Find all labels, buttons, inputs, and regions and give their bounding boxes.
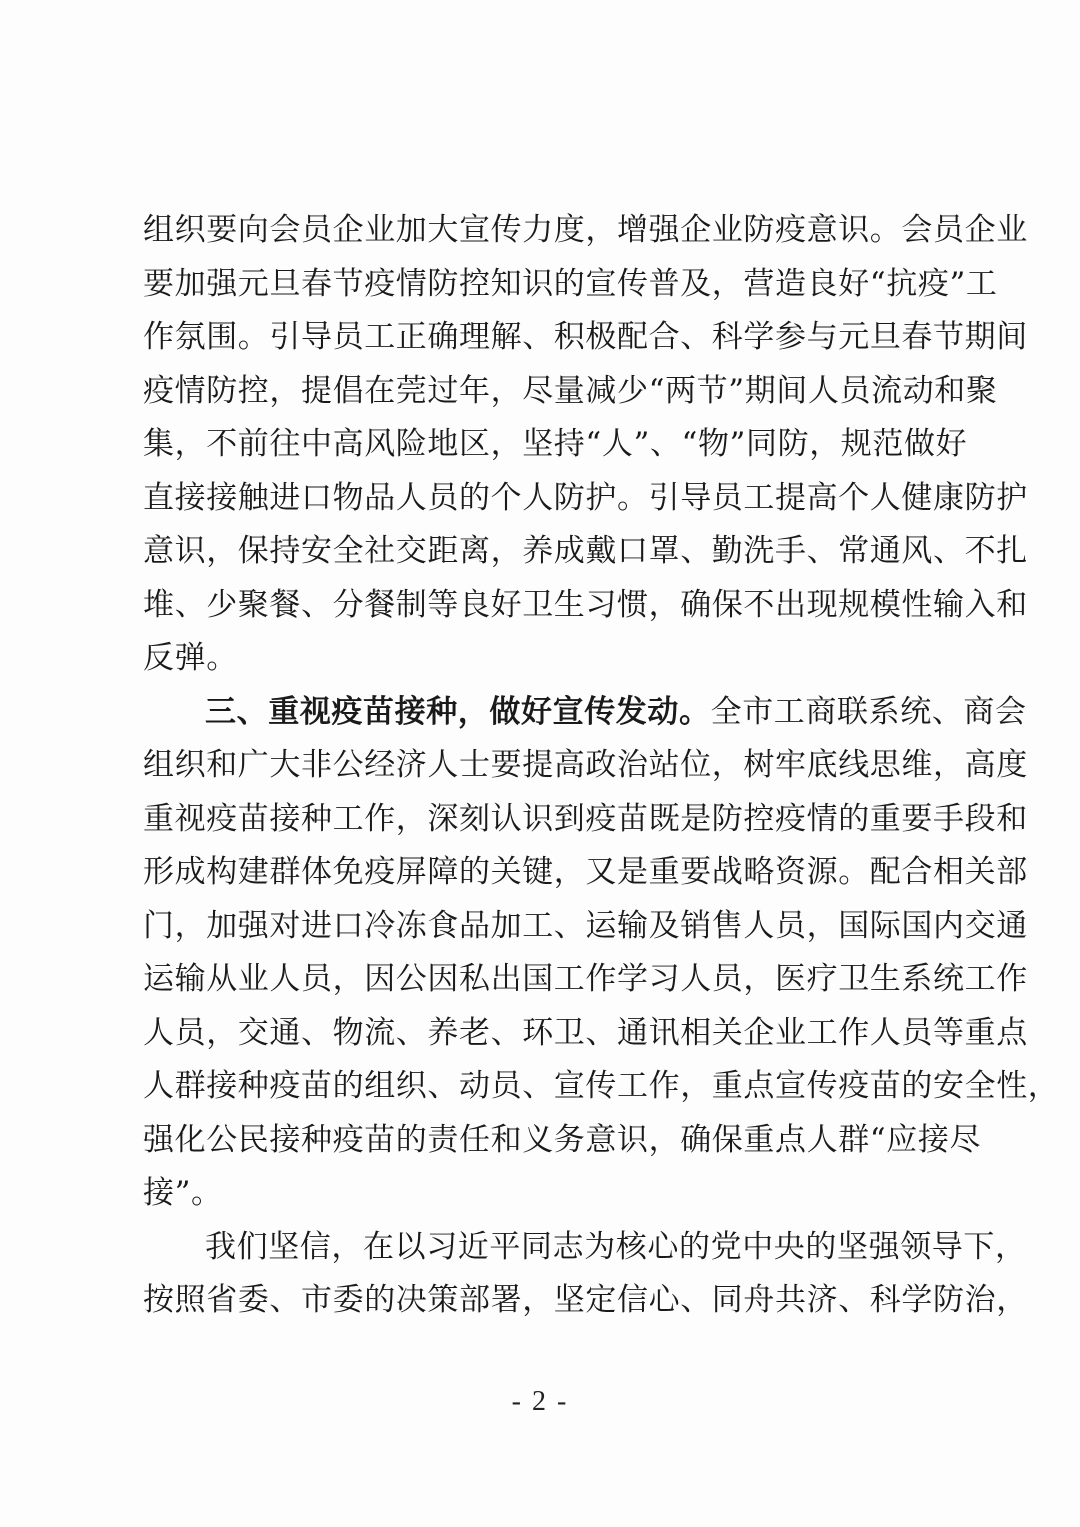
text-line: 形成构建群体免疫屏障的关键，又是重要战略资源。配合相关部 bbox=[143, 854, 1028, 890]
text-line: 运输从业人员，因公因私出国工作学习人员，医疗卫生系统工作 bbox=[143, 961, 1028, 997]
section-heading-continuation: 全市工商联系统、商会 bbox=[710, 693, 1027, 730]
text-line: 我们坚信，在以习近平同志为核心的党中央的坚强领导下， bbox=[205, 1228, 1027, 1265]
text-line: 疫情防控，提倡在莞过年，尽量减少“两节”期间人员流动和聚 bbox=[143, 372, 998, 409]
text-line: 组织要向会员企业加大宣传力度，增强企业防疫意识。会员企业 bbox=[143, 212, 1028, 248]
section-heading-line bbox=[143, 686, 1027, 740]
text-line: 组织和广大非公经济人士要提高政治站位，树牢底线思维，高度 bbox=[143, 747, 1028, 783]
text-line: 意识，保持安全社交距离，养成戴口罩、勤洗手、常通风、不扎 bbox=[143, 533, 1028, 569]
text-line: 直接接触进口物品人员的个人防护。引导员工提高个人健康防护 bbox=[143, 479, 1028, 516]
section-heading: 三、重视疫苗接种，做好宣传发动。 bbox=[205, 693, 711, 730]
text-line: 接”。 bbox=[143, 1175, 223, 1211]
text-line: 人员，交通、物流、养老、环卫、通讯相关企业工作人员等重点 bbox=[143, 1014, 1028, 1051]
text-line: 堆、少聚餐、分餐制等良好卫生习惯，确保不出现规模性输入和 bbox=[143, 586, 1028, 623]
text-line: 反弹。 bbox=[143, 640, 238, 676]
text-line: 重视疫苗接种工作，深刻认识到疫苗既是防控疫情的重要手段和 bbox=[143, 800, 1028, 837]
text-line: 门，加强对进口冷冻食品加工、运输及销售人员，国际国内交通 bbox=[143, 907, 1028, 944]
text-line: 按照省委、市委的决策部署，坚定信心、同舟共济、科学防治， bbox=[143, 1282, 1028, 1318]
body-text bbox=[143, 204, 1060, 1328]
text-line: 集，不前往中高风险地区，坚持“人”、“物”同防，规范做好 bbox=[143, 426, 968, 462]
page-number: - 2 - bbox=[511, 1386, 569, 1417]
text-line: 人群接种疫苗的组织、动员、宣传工作，重点宣传疫苗的安全性， bbox=[143, 1068, 1060, 1104]
text-line: 要加强元旦春节疫情防控知识的宣传普及，营造良好“抗疫”工 bbox=[143, 265, 998, 302]
text-line: 作氛围。引导员工正确理解、积极配合、科学参与元旦春节期间 bbox=[143, 319, 1028, 355]
text-line: 强化公民接种疫苗的责任和义务意识，确保重点人群“应接尽 bbox=[143, 1121, 982, 1158]
